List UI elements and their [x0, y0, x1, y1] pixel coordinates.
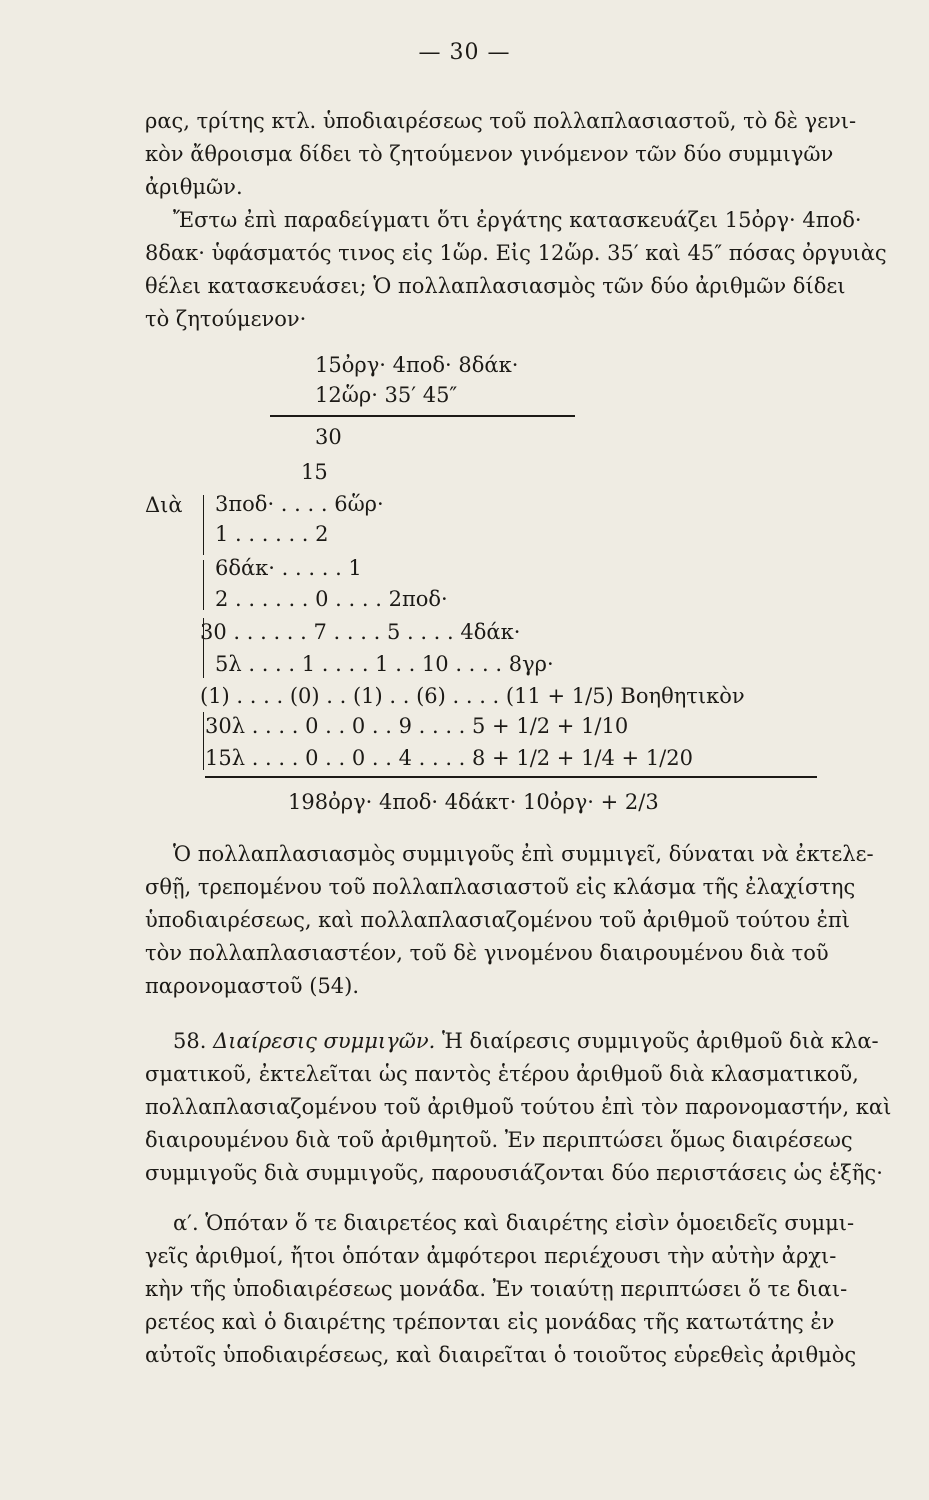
calc-row: 15λ . . . . 0 . . 0 . . 4 . . . . 8 + 1/2 + 1/4 + 1/20 — [205, 746, 693, 770]
brace — [203, 495, 212, 555]
brace — [203, 560, 212, 610]
text-line: ἀριθμῶν. — [145, 175, 243, 199]
calc-row: 1 . . . . . . 2 — [215, 522, 329, 546]
rule — [205, 776, 817, 778]
text-line: κὴν τῆς ὑποδιαιρέσεως μονάδα. Ἐν τοιαύτῃ περιπτώσει ὅ τε διαι- — [145, 1277, 848, 1301]
paragraph-case-a — [145, 1207, 865, 1372]
calc-row: 30λ . . . . 0 . . 0 . . 9 . . . . 5 + 1/2 + 1/10 — [205, 714, 629, 738]
paragraph-example — [145, 204, 887, 336]
dia-label: Διὰ — [145, 493, 183, 517]
text-line: τὸ ζητούμενον· — [145, 307, 307, 331]
text-line: Ὁ πολλαπλασιασμὸς συμμιγοῦς ἐπὶ συμμιγεῖ, δύναται νὰ ἐκτελε- — [173, 842, 874, 866]
text-line: ρας, τρίτης κτλ. ὑποδιαιρέσεως τοῦ πολλαπλασιαστοῦ, τὸ δὲ γενι- — [145, 109, 857, 133]
text-line: σθῇ, τρεπομένου τοῦ πολλαπλασιαστοῦ εἰς κλάσμα τῆς ἐλαχίστης — [145, 875, 856, 899]
text-line: Ἔστω ἐπὶ παραδείγματι ὅτι ἐργάτης κατασκευάζει 15ὀργ· 4ποδ· — [173, 208, 862, 232]
text-line: συμμιγοῦς διὰ συμμιγοῦς, παρουσιάζονται δύο περιστάσεις ὡς ἑξῆς· — [145, 1161, 883, 1185]
rule — [270, 415, 575, 417]
calc-row: 5λ . . . . 1 . . . . 1 . . 10 . . . . 8γρ· — [215, 652, 554, 676]
calc-row: 30 . . . . . . 7 . . . . 5 . . . . 4δάκ· — [200, 620, 521, 644]
calc-row: 2 . . . . . . 0 . . . . 2ποδ· — [215, 587, 448, 611]
text-line: α′. Ὁπόταν ὅ τε διαιρετέος καὶ διαιρέτης εἰσὶν ὁμοειδεῖς συμμι- — [173, 1211, 855, 1235]
text-line: αὐτοῖς ὑποδιαιρέσεως, καὶ διαιρεῖται ὁ τοιοῦτος εὑρεθεὶς ἀριθμὸς — [145, 1343, 857, 1367]
calc-row: (1) . . . . (0) . . (1) . . (6) . . . . (11 + 1/5) Βοηθητικὸν — [200, 684, 745, 708]
calc-row: 6δάκ· . . . . . 1 — [215, 556, 362, 580]
paragraph-continuation — [145, 105, 865, 204]
section-caption: Διαίρεσις συμμιγῶν. — [213, 1029, 436, 1053]
section-58 — [145, 1025, 892, 1190]
paragraph-mixed-multiplication — [145, 838, 874, 1003]
text-line: ρετέος καὶ ὁ διαιρέτης τρέπονται εἰς μονάδας τῆς κατωτάτης ἐν — [145, 1310, 835, 1334]
text-line: 8δακ· ὑφάσματός τινος εἰς 1ὥρ. Εἰς 12ὥρ. 35′ καὶ 45″ πόσας ὀργυιὰς — [145, 241, 887, 265]
multiplier: 12ὥρ· 35′ 45″ — [315, 383, 458, 407]
multiplicand: 15ὀργ· 4ποδ· 8δάκ· — [315, 353, 519, 377]
partial-product: 30 — [315, 425, 342, 449]
text-line: γεῖς ἀριθμοί, ἤτοι ὁπόταν ἀμφότεροι περιέχουσι τὴν αὐτὴν ἀρχι- — [145, 1244, 837, 1268]
section-first-line — [145, 1025, 879, 1058]
text-line: θέλει κατασκευάσει; Ὁ πολλαπλασιασμὸς τῶν δύο ἀριθμῶν δίδει — [145, 274, 846, 298]
text-line: τὸν πολλαπλασιαστέον, τοῦ δὲ γινομένου διαιρουμένου διὰ τοῦ — [145, 941, 829, 965]
text-line: κὸν ἄθροισμα δίδει τὸ ζητούμενον γινόμενον τῶν δύο συμμιγῶν — [145, 142, 834, 166]
page-number: — 30 — — [418, 40, 511, 65]
section-number: 58. — [173, 1029, 207, 1053]
text-line: ὑποδιαιρέσεως, καὶ πολλαπλασιαζομένου τοῦ ἀριθμοῦ τούτου ἐπὶ — [145, 908, 850, 932]
calc-row: 3ποδ· . . . . 6ὥρ· — [215, 492, 384, 516]
text-line: Ἡ διαίρεσις συμμιγοῦς ἀριθμοῦ διὰ κλα- — [441, 1029, 879, 1053]
product-result: 198ὀργ· 4ποδ· 4δάκτ· 10ὀργ· + 2/3 — [288, 790, 659, 814]
text-line: σματικοῦ, ἐκτελεῖται ὡς παντὸς ἑτέρου ἀριθμοῦ διὰ κλασματικοῦ, — [145, 1062, 859, 1086]
text-line: διαιρουμένου διὰ τοῦ ἀριθμητοῦ. Ἐν περιπτώσει ὅμως διαιρέσεως — [145, 1128, 853, 1152]
text-line: πολλαπλασιαζομένου τοῦ ἀριθμοῦ τούτου ἐπὶ τὸν παρονομαστήν, καὶ — [145, 1095, 892, 1119]
partial-product: 15 — [301, 460, 328, 484]
text-line: παρονομαστοῦ (54). — [145, 974, 360, 998]
